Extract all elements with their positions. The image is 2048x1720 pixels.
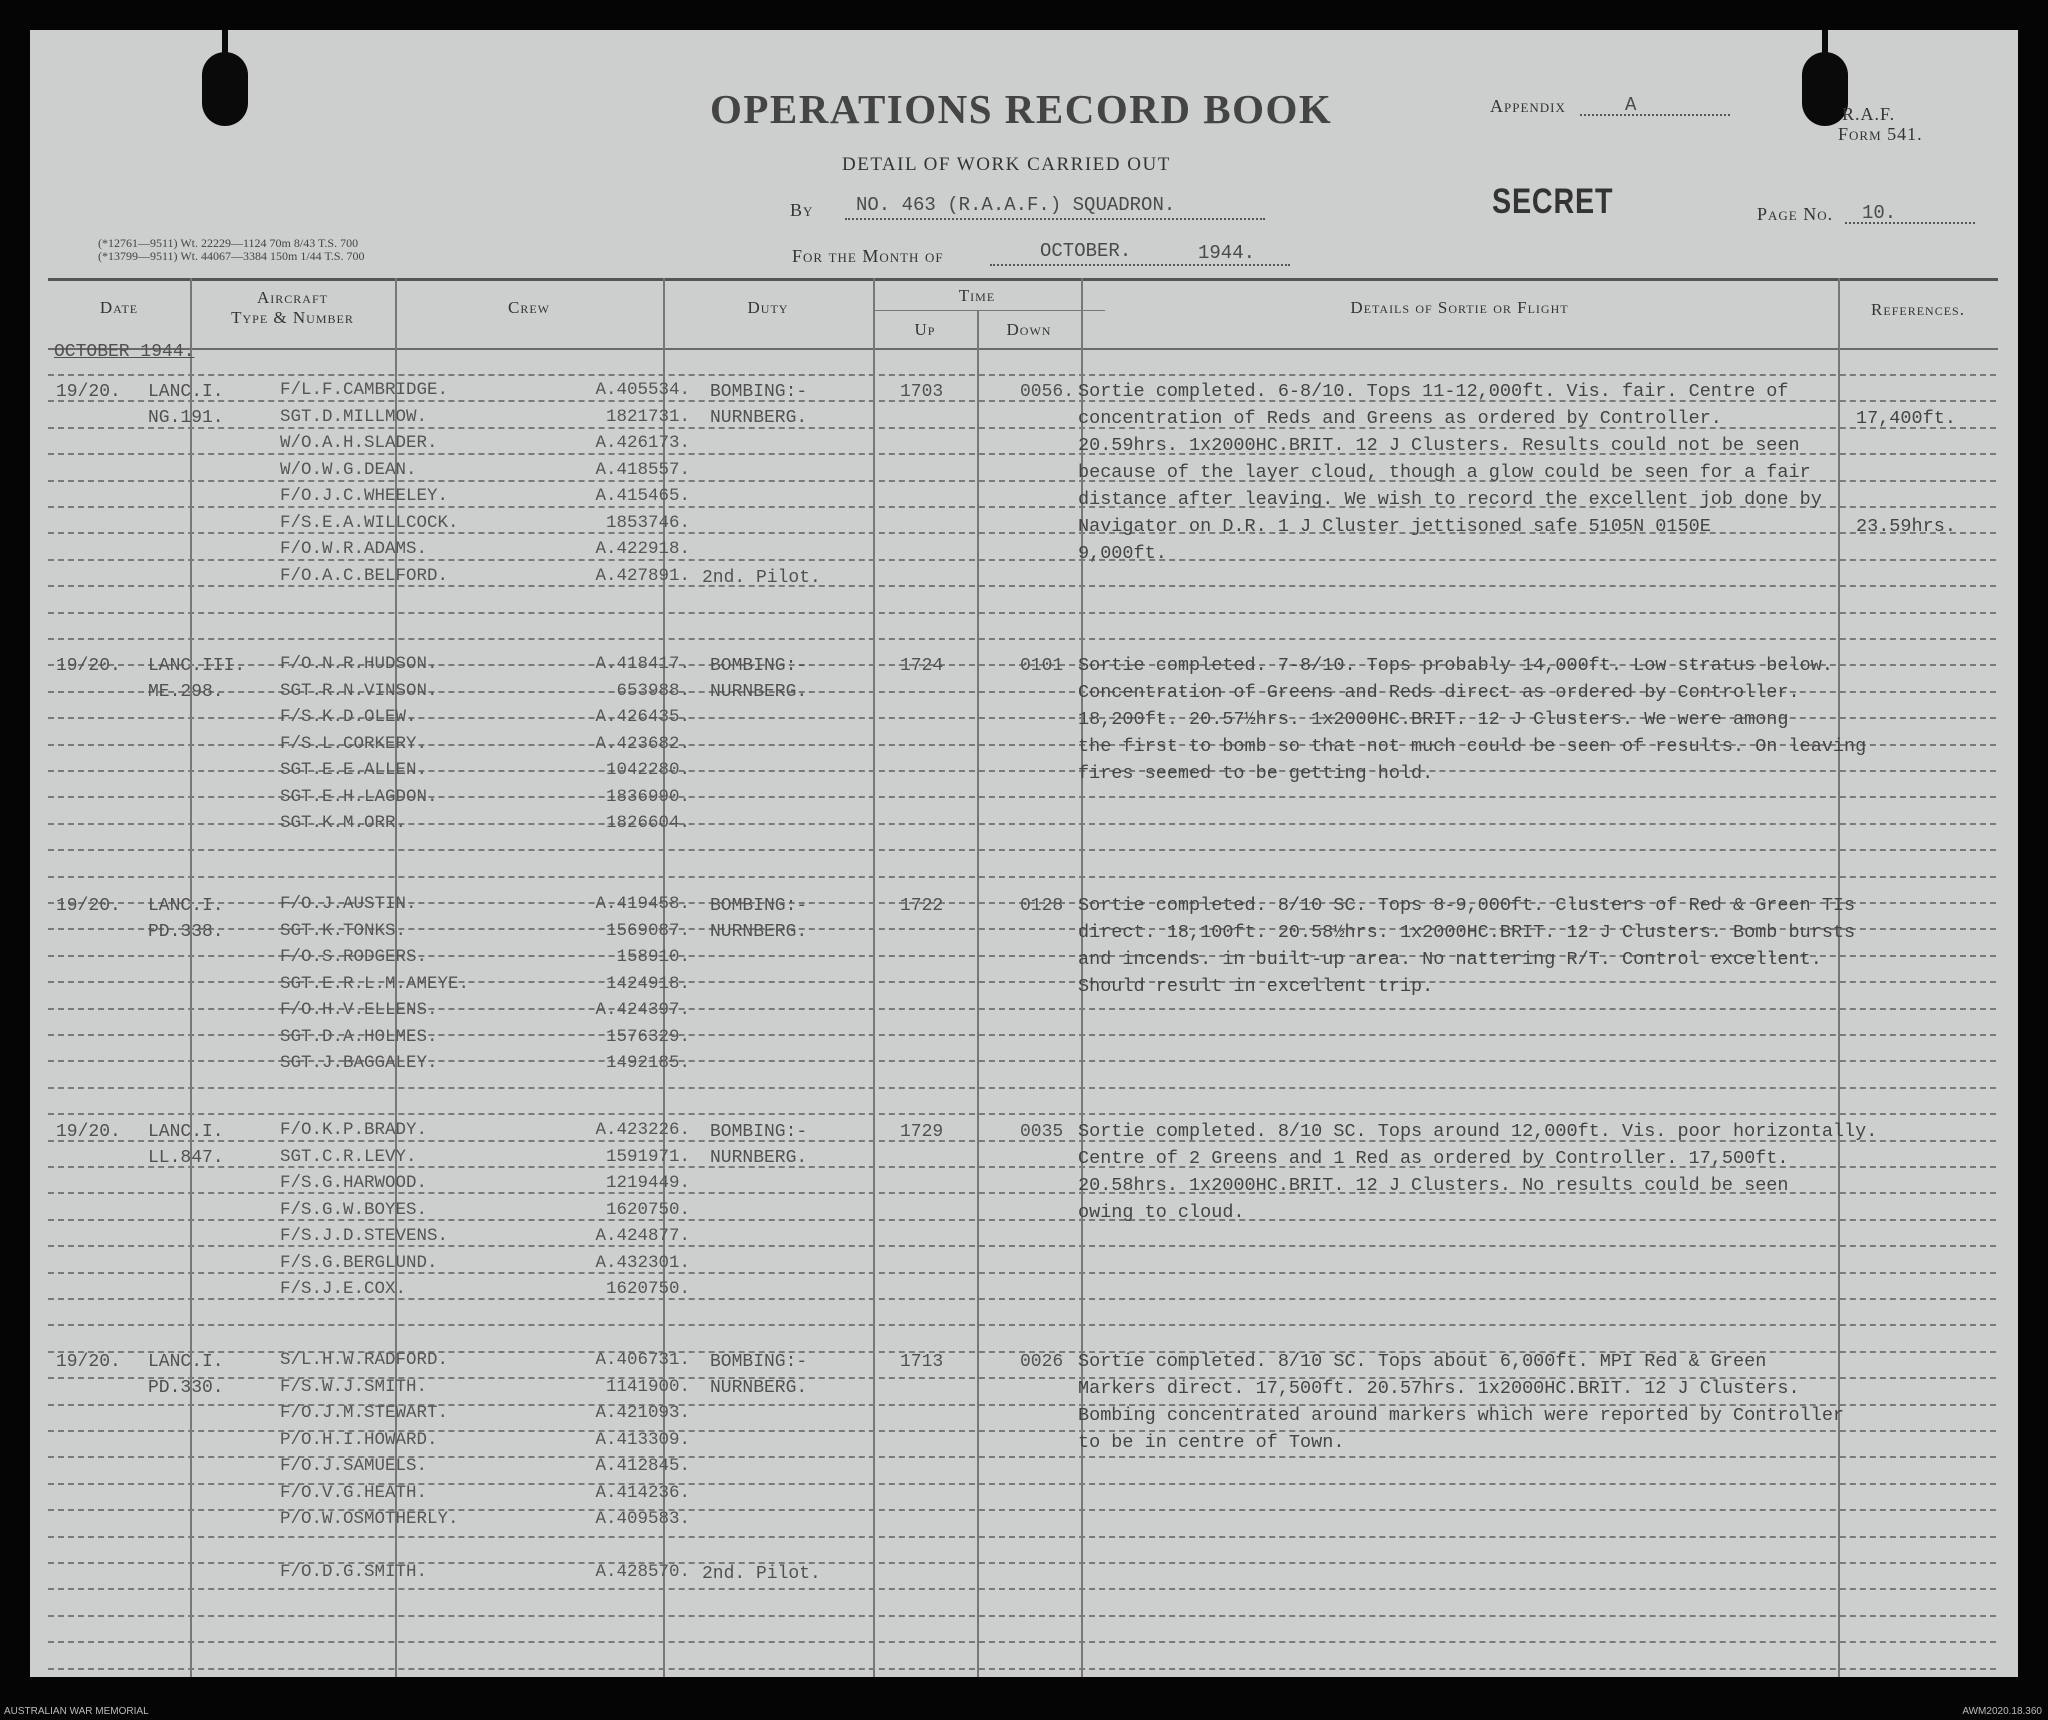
time-up: 1724: [900, 656, 944, 676]
crew-service-number: A.432301.: [595, 1252, 690, 1273]
crew-member: [280, 1147, 690, 1174]
duty-line-2: NURNBERG.: [710, 682, 808, 702]
crew-name: F/S.J.D.STEVENS.: [280, 1226, 449, 1246]
details-line: direct. 18,100ft. 20.58½hrs. 1x2000HC.BRIT. 12 J Clusters. Bomb bursts: [1078, 922, 1856, 943]
crew-member: [280, 813, 690, 840]
crew-service-number: A.413309.: [595, 1429, 690, 1450]
crew-list: [280, 1120, 690, 1306]
details-line: Sortie completed. 8/10 SC. Tops 8-9,000ft. Clusters of Red & Green TIs: [1078, 895, 1856, 916]
aircraft-number: ME.298.: [148, 682, 224, 702]
crew-member: [280, 1200, 690, 1227]
crew-service-number: A.418417.: [595, 654, 690, 674]
crew-name: SGT.E.R.L.M.AMEYE.: [280, 973, 470, 994]
crew-name: F/O.W.R.ADAMS.: [280, 539, 428, 559]
time-up: 1713: [900, 1352, 944, 1372]
table-top-rule: [48, 278, 1998, 281]
crew-name: F/S.G.BERGLUND.: [280, 1252, 438, 1273]
crew-name: F/O.J.SAMUELS.: [280, 1456, 428, 1476]
duty-line-1: BOMBING:-: [710, 1352, 808, 1372]
page-label: Page No.: [1757, 204, 1834, 224]
crew-name: F/S.W.J.SMITH.: [280, 1376, 428, 1397]
crew-member: [280, 1456, 690, 1483]
crew-member: [280, 707, 690, 734]
crew-service-number: A.426173.: [595, 433, 690, 453]
crew-member: [280, 974, 690, 1001]
crew-member: [280, 1226, 690, 1253]
crew-member: [280, 1430, 690, 1457]
time-down: 0056.: [1020, 382, 1075, 402]
sortie-details: [1078, 652, 2008, 787]
form-number: Form 541.: [1838, 124, 1923, 144]
aircraft-type: LANC.III.: [148, 656, 246, 676]
sortie-date: 19/20.: [56, 656, 121, 676]
details-line: to be in centre of Town.: [1078, 1432, 1345, 1453]
duty-line-1: BOMBING:-: [710, 382, 808, 402]
crew-name: F/O.J.M.STEWART.: [280, 1403, 449, 1423]
col-header-details: Details of Sortie or Flight: [1350, 298, 1569, 317]
crew-name: F/O.V.G.HEATH.: [280, 1482, 428, 1503]
details-line: distance after leaving. We wish to record the excellent job done by: [1078, 489, 1822, 510]
footer-right: AWM2020.18.360: [1962, 1706, 2042, 1717]
sortie-details: [1078, 1348, 2008, 1456]
footer-left: AUSTRALIAN WAR MEMORIAL: [4, 1706, 149, 1717]
crew-name: F/S.J.E.COX.: [280, 1279, 407, 1299]
details-line: 20.59hrs. 1x2000HC.BRIT. 12 J Clusters. Results could not be seen: [1078, 435, 1800, 456]
crew-member: [280, 681, 690, 708]
crew-name: F/S.L.CORKERY.: [280, 733, 428, 754]
crew-name: F/S.K.D.OLEW.: [280, 707, 417, 727]
sortie-date: 19/20.: [56, 1122, 121, 1142]
crew-name: SGT.J.BAGGALEY.: [280, 1053, 438, 1073]
appendix-dots: [1580, 114, 1730, 116]
crew-service-number: 1826604.: [605, 813, 690, 833]
duty-line-2: NURNBERG.: [710, 1378, 808, 1398]
time-down: 0035: [1020, 1122, 1064, 1142]
details-line: Sortie completed. 6-8/10. Tops 11-12,000ft. Vis. fair. Centre of: [1078, 381, 1789, 402]
secret-stamp: SECRET: [1492, 182, 1614, 221]
crew-member: [280, 1279, 690, 1306]
crew-service-number: 1576329.: [605, 1026, 690, 1047]
details-line: 18,200ft. 20.57½hrs. 1x2000HC.BRIT. 12 J Clusters. We were among: [1078, 709, 1789, 730]
crew-name: F/L.F.CAMBRIDGE.: [280, 380, 449, 400]
crew-name: F/S.E.A.WILLCOCK.: [280, 512, 459, 533]
crew-service-number: A.409583.: [595, 1509, 690, 1529]
duty-line-1: BOMBING:-: [710, 896, 808, 916]
crew-service-number: A.423226.: [595, 1120, 690, 1140]
crew-member: [280, 1173, 690, 1200]
reference-line: [1856, 378, 2006, 405]
ruled-line: [48, 1615, 1996, 1617]
crew-name: F/S.G.W.BOYES.: [280, 1199, 428, 1220]
col-divider-time: [977, 310, 979, 1677]
crew-service-number: 1424918.: [605, 973, 690, 994]
reference-line: 23.59hrs.: [1856, 516, 1956, 537]
details-line: the first to bomb so that not much could be seen of results. On leaving: [1078, 736, 1867, 757]
ruled-line: [48, 1113, 1996, 1115]
reference-line: 17,400ft.: [1856, 408, 1956, 429]
details-line: because of the layer cloud, though a glow could be seen for a fair: [1078, 462, 1811, 483]
ruled-line: [48, 374, 1996, 376]
aircraft-type: LANC.I.: [148, 1122, 224, 1142]
crew-service-number: 1591971.: [605, 1146, 690, 1167]
duty-note: 2nd. Pilot.: [702, 567, 821, 588]
crew-name: F/O.S.RODGERS.: [280, 947, 428, 967]
crew-service-number: A.422918.: [595, 539, 690, 559]
crew-member: [280, 539, 690, 566]
crew-service-number: A.428570.: [595, 1562, 690, 1582]
crew-service-number: 1821731.: [605, 406, 690, 427]
col-divider-duty: [873, 278, 875, 1677]
reference-line: [1856, 486, 2006, 513]
crew-service-number: A.424877.: [595, 1226, 690, 1246]
col-header-aircraft-1: Aircraft: [257, 288, 328, 307]
col-header-down: Down: [1006, 320, 1052, 339]
raf-label: R.A.F.: [1842, 104, 1896, 124]
crew-name: SGT.E.E.ALLEN.: [280, 760, 428, 780]
squadron-dots: [845, 218, 1265, 220]
col-header-crew: Crew: [508, 298, 550, 317]
crew-service-number: A.405534.: [595, 380, 690, 400]
crew-service-number: A.423682.: [595, 733, 690, 754]
crew-name: SGT.D.A.HOLMES.: [280, 1026, 438, 1047]
duty-note: 2nd. Pilot.: [702, 1564, 821, 1584]
col-header-references: References.: [1871, 300, 1965, 319]
details-line: and incends. in built-up area. No nattering R/T. Control excellent.: [1078, 949, 1822, 970]
crew-service-number: 1836990.: [605, 786, 690, 807]
aircraft-number: LL.847.: [148, 1148, 224, 1168]
details-line: Should result in excellent trip.: [1078, 976, 1434, 997]
crew-member: [280, 894, 690, 921]
month-heading: OCTOBER 1944.: [54, 342, 195, 362]
by-label: By: [790, 200, 814, 220]
crew-member: [280, 1562, 690, 1589]
crew-service-number: 1042280.: [605, 760, 690, 780]
sortie-date: 19/20.: [56, 896, 121, 916]
details-line: Sortie completed. 8/10 SC. Tops about 6,000ft. MPI Red & Green: [1078, 1351, 1767, 1372]
crew-name: SGT.K.TONKS.: [280, 920, 407, 941]
print-code-1: (*12761—9511) Wt. 22229—1124 70m 8/43 T.S. 700: [98, 236, 359, 250]
ruled-line: [48, 1324, 1996, 1326]
crew-name: F/O.N.R.HUDSON.: [280, 654, 438, 674]
month-label: For the Month of: [792, 246, 944, 266]
aircraft-type: LANC.I.: [148, 1352, 224, 1372]
sortie-date: 19/20.: [56, 382, 121, 402]
details-line: Sortie completed. 8/10 SC. Tops around 12,000ft. Vis. poor horizontally.: [1078, 1121, 1878, 1142]
crew-member: [280, 1509, 690, 1536]
col-header-time: Time: [958, 286, 996, 305]
appendix-value: A: [1625, 94, 1637, 116]
crew-list: [280, 654, 690, 840]
crew-member: [280, 1483, 690, 1510]
crew-member: [280, 566, 690, 593]
time-down: 0128: [1020, 896, 1064, 916]
crew-member: [280, 486, 690, 513]
details-line: 20.58hrs. 1x2000HC.BRIT. 12 J Clusters. No results could be seen: [1078, 1175, 1789, 1196]
crew-service-number: 158910.: [616, 947, 690, 967]
reference-line: [1856, 432, 2006, 459]
ruled-line: [48, 638, 1996, 640]
crew-service-number: A.424397.: [595, 1000, 690, 1020]
crew-service-number: 1141900.: [605, 1376, 690, 1397]
col-header-date: Date: [99, 298, 139, 317]
crew-service-number: 1620750.: [605, 1199, 690, 1220]
year-value: 1944.: [1198, 242, 1256, 264]
aircraft-number: NG.191.: [148, 408, 224, 428]
crew-service-number: A.419458.: [595, 894, 690, 914]
crew-member: [280, 760, 690, 787]
squadron-name: NO. 463 (R.A.A.F.) SQUADRON.: [856, 194, 1176, 216]
ruled-line: [48, 612, 1996, 614]
time-up: 1722: [900, 896, 944, 916]
ruled-line: [48, 1641, 1996, 1643]
crew-name: S/L.H.W.RADFORD.: [280, 1350, 449, 1370]
duty-line-2: NURNBERG.: [710, 1148, 808, 1168]
crew-member: [280, 1120, 690, 1147]
crew-name: F/O.J.C.WHEELEY.: [280, 486, 449, 506]
punch-hole-left: [202, 52, 248, 126]
crew-service-number: A.406731.: [595, 1350, 690, 1370]
crew-service-number: A.412845.: [595, 1456, 690, 1476]
crew-member: [280, 1377, 690, 1404]
time-up: 1703: [900, 382, 944, 402]
month-value: OCTOBER.: [1040, 240, 1132, 262]
sortie-date: 19/20.: [56, 1352, 121, 1372]
form-subtitle: DETAIL OF WORK CARRIED OUT: [842, 154, 1171, 175]
duty-line-2: NURNBERG.: [710, 922, 808, 942]
crew-member: [280, 654, 690, 681]
crew-service-number: 653988.: [616, 680, 690, 701]
crew-service-number: A.415465.: [595, 486, 690, 506]
crew-member: [280, 947, 690, 974]
details-line: Markers direct. 17,500ft. 20.57hrs. 1x2000HC.BRIT. 12 J Clusters.: [1078, 1378, 1800, 1399]
record-sheet: [30, 30, 2018, 1677]
ruled-line: [48, 876, 1996, 878]
crew-name: SGT.K.M.ORR.: [280, 813, 407, 833]
details-line: Bombing concentrated around markers which were reported by Controller: [1078, 1405, 1845, 1426]
crew-list: [280, 894, 690, 1080]
duty-line-1: BOMBING:-: [710, 1122, 808, 1142]
details-line: 9,000ft.: [1078, 543, 1167, 564]
crew-name: F/O.K.P.BRADY.: [280, 1120, 428, 1140]
crew-name: SGT.C.R.LEVY.: [280, 1146, 417, 1167]
crew-member: [280, 1027, 690, 1054]
details-line: concentration of Reds and Greens as ordered by Controller.: [1078, 408, 1722, 429]
crew-name: SGT.E.H.LAGDON.: [280, 786, 438, 807]
details-line: Concentration of Greens and Reds direct as ordered by Controller.: [1078, 682, 1800, 703]
crew-service-number: 1569087.: [605, 920, 690, 941]
crew-name: P/O.W.OSMOTHERLY.: [280, 1509, 459, 1529]
duty-line-2: NURNBERG.: [710, 408, 808, 428]
time-up: 1729: [900, 1122, 944, 1142]
month-dots: [990, 264, 1290, 266]
header-bottom-rule: [48, 348, 1998, 350]
crew-service-number: A.426435.: [595, 707, 690, 727]
aircraft-number: PD.338.: [148, 922, 224, 942]
crew-member: [280, 1403, 690, 1430]
crew-member: [280, 921, 690, 948]
crew-service-number: 1492185.: [605, 1053, 690, 1073]
crew-name: F/O.J.AUSTIN.: [280, 894, 417, 914]
crew-member: [280, 734, 690, 761]
crew-member: [280, 1536, 690, 1563]
crew-service-number: 1620750.: [605, 1279, 690, 1299]
crew-list: [280, 1350, 690, 1589]
crew-name: W/O.A.H.SLADER.: [280, 433, 438, 453]
crew-name: W/O.W.G.DEAN.: [280, 459, 417, 480]
appendix-label: Appendix: [1490, 96, 1566, 116]
ruled-line: [48, 849, 1996, 851]
crew-member: [280, 1253, 690, 1280]
crew-member: [280, 513, 690, 540]
crew-member: [280, 460, 690, 487]
aircraft-number: PD.330.: [148, 1378, 224, 1398]
col-divider-date: [190, 278, 192, 1677]
ruled-line: [48, 1668, 1996, 1670]
form-title: OPERATIONS RECORD BOOK: [710, 86, 1333, 132]
print-code-2: (*13799—9511) Wt. 44067—3384 150m 1/44 T.S. 700: [98, 249, 365, 263]
crew-member: [280, 1350, 690, 1377]
duty-line-1: BOMBING:-: [710, 656, 808, 676]
crew-name: SGT.R.N.VINSON.: [280, 680, 438, 701]
crew-member: [280, 787, 690, 814]
col-header-duty: Duty: [747, 298, 789, 317]
crew-name: F/O.A.C.BELFORD.: [280, 565, 449, 586]
time-down: 0026: [1020, 1352, 1064, 1372]
page-number: 10.: [1862, 202, 1897, 224]
crew-service-number: 1219449.: [605, 1173, 690, 1193]
crew-name: F/O.D.G.SMITH.: [280, 1562, 428, 1582]
crew-service-number: A.427891.: [595, 565, 690, 586]
sortie-details: [1078, 1118, 2008, 1226]
details-line: owing to cloud.: [1078, 1202, 1245, 1223]
crew-member: [280, 1053, 690, 1080]
crew-member: [280, 407, 690, 434]
aircraft-type: LANC.I.: [148, 896, 224, 916]
sortie-references: [1856, 378, 2006, 540]
crew-service-number: A.421093.: [595, 1403, 690, 1423]
time-split-rule: [873, 310, 1105, 311]
time-down: 0101: [1020, 656, 1064, 676]
details-line: Sortie completed. 7-8/10. Tops probably 14,000ft. Low stratus below.: [1078, 655, 1833, 676]
reference-line: [1856, 459, 2006, 486]
crew-service-number: 1853746.: [605, 512, 690, 533]
crew-name: F/O.H.V.ELLENS.: [280, 1000, 438, 1020]
col-header-aircraft-2: Type & Number: [231, 308, 354, 327]
crew-service-number: A.414236.: [595, 1482, 690, 1503]
ruled-line: [48, 1087, 1996, 1089]
details-line: fires seemed to be getting hold.: [1078, 763, 1434, 784]
aircraft-type: LANC.I.: [148, 382, 224, 402]
crew-name: P/O.H.I.HOWARD.: [280, 1429, 438, 1450]
col-header-up: Up: [914, 320, 936, 339]
crew-list: [280, 380, 690, 592]
crew-name: SGT.D.MILLMOW.: [280, 406, 428, 427]
crew-member: [280, 1000, 690, 1027]
details-line: Navigator on D.R. 1 J Cluster jettisoned safe 5105N 0150E: [1078, 516, 1711, 537]
details-line: Centre of 2 Greens and 1 Red as ordered by Controller. 17,500ft.: [1078, 1148, 1789, 1169]
sortie-details: [1078, 892, 2008, 1000]
crew-member: [280, 380, 690, 407]
crew-service-number: A.418557.: [595, 459, 690, 480]
crew-name: F/S.G.HARWOOD.: [280, 1173, 428, 1193]
crew-member: [280, 433, 690, 460]
